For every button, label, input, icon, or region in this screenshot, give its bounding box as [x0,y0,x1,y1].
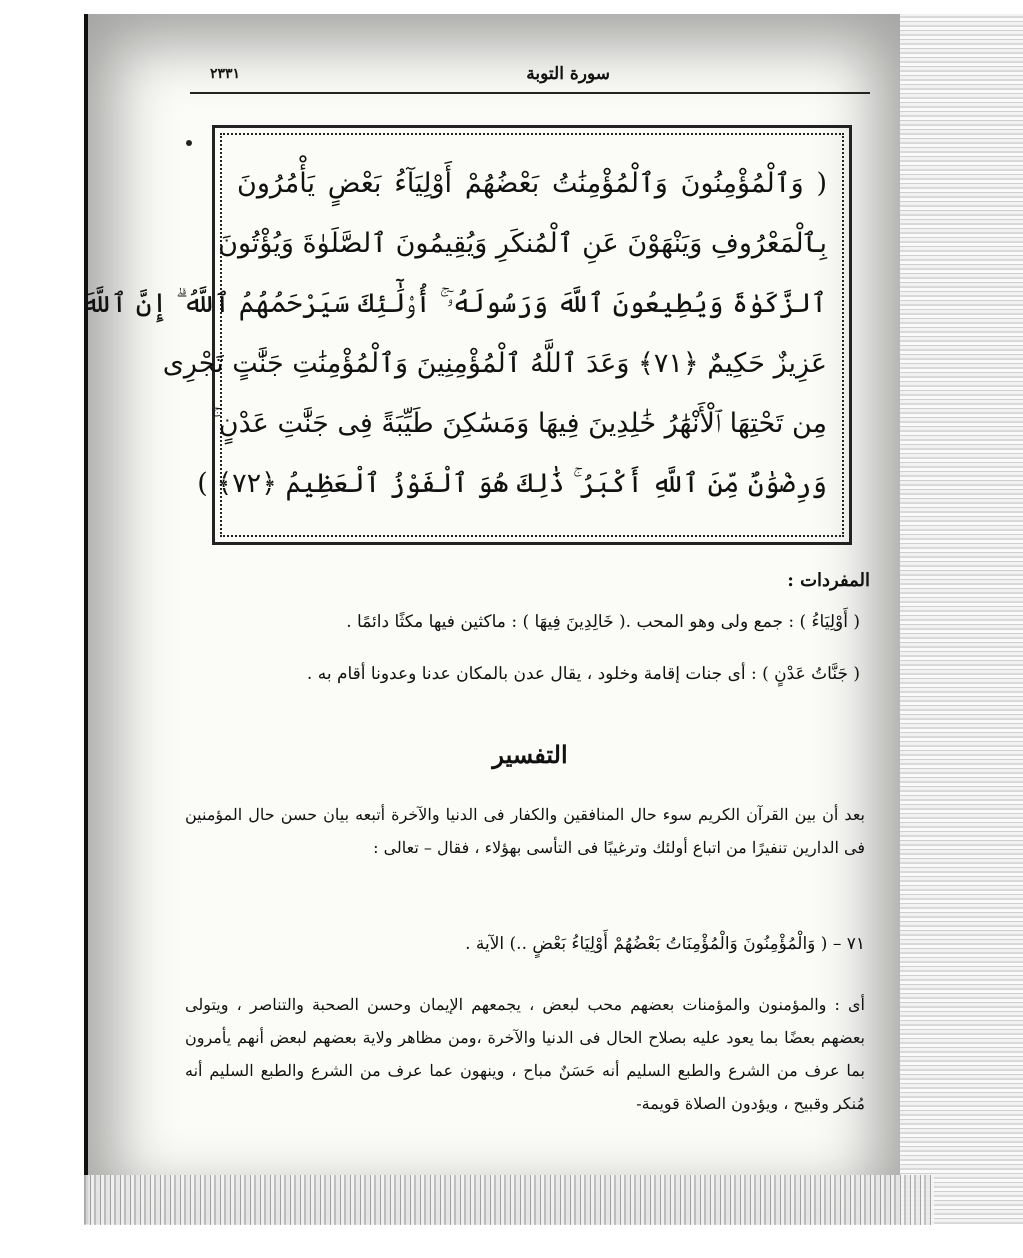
verse-line: ( وَٱلْمُؤْمِنُونَ وَٱلْمُؤْمِنَٰتُ بَعْضُهُمْ أَوْلِيَآءُ بَعْضٍ يَأْمُرُونَ [237,168,827,199]
page-edge-shadow [84,14,88,1224]
vocabulary-entry: ( جَنَّاتُ عَدْنٍ ) : أى جنات إقامة وخلود ، يقال عدن بالمكان عدنا وعدونا أقام به . [306,664,860,684]
header-rule [190,92,870,94]
verse-reference: ٧١ – ( وَالْمُؤْمِنُونَ وَالْمُؤْمِنَاتُ بَعْضُهُمْ أَوْلِيَاءُ بَعْضٍ ..) الآية . [465,934,865,954]
margin-dot [186,140,192,146]
verse-line: ٱلزَّكَوٰةَ وَيُطِيعُونَ ٱللَّهَ وَرَسُولَهُۥٓ ۚ أُو۟لَٰٓئِكَ سَيَرْحَمُهُمُ ٱللَّهُ ۗ إِنَّ ٱللَّهَ [79,288,827,319]
quran-verse-frame [79,125,852,545]
tafsir-paragraph: أى : والمؤمنون والمؤمنات بعضهم محب لبعض ، يجمعهم الإيمان وحسن الصحبة والتناصر ، ويتولى بعضهم بعضًا بما يعود عليه بصلاح الحال فى الدنيا والآخرة ،ومن مظاهر ولاية بعضهم لبعض أنهم يأمرون بما عرف من الشرع والطبع السليم أنه حَسَنٌ مباح ، وينهون عما عرف من الشرع والطبع السليم أنه مُنكر وقبيح ، ويؤدون الصلاة قويمة- [185,995,865,1113]
verse-line: وَرِضْوَٰنٌ مِّنَ ٱللَّهِ أَكْبَرُ ۚ ذَٰلِكَ هُوَ ٱلْفَوْزُ ٱلْعَظِيمُ ﴿٧٢﴾ ) [197,468,827,499]
vocabulary-heading: المفردات : [787,570,870,591]
scan-noise-bottom [84,1175,934,1225]
verse-line: مِن تَحْتِهَا ٱلْأَنْهَٰرُ خَٰلِدِينَ فِيهَا وَمَسَٰكِنَ طَيِّبَةً فِى جَنَّٰتِ عَدْنٍ ۚ [212,408,827,439]
verse-text [79,154,827,522]
verse-line: بِٱلْمَعْرُوفِ وَيَنْهَوْنَ عَنِ ٱلْمُنكَرِ وَيُقِيمُونَ ٱلصَّلَوٰةَ وَيُؤْتُونَ [218,228,827,259]
scan-noise-right [900,14,1023,1224]
page-number: ٢٣٣١ [210,66,241,82]
verse-line: عَزِيزٌ حَكِيمٌ ﴿٧١﴾ وَعَدَ ٱللَّهُ ٱلْمُؤْمِنِينَ وَٱلْمُؤْمِنَٰتِ جَنَّٰتٍ تَجْرِى [162,348,827,379]
tafsir-heading: التفسير [492,740,568,769]
tafsir-paragraph: بعد أن بين القرآن الكريم سوء حال المنافقين والكفار فى الدنيا والآخرة أتبعه بيان حسن حال المؤمنين فى الدارين تنفيرًا من اتباع أولئك وترغيبًا فى التأسى بهؤلاء ، فقال – تعالى : [185,805,865,857]
vocabulary-entry: ( أَوْلِيَاءُ ) : جمع ولى وهو المحب .( خَالِدِينَ فِيهَا ) : ماكثين فيها مكثًا دائمًا . [346,612,860,632]
page-header [180,62,870,94]
sura-name: سورة التوبة [526,64,610,84]
